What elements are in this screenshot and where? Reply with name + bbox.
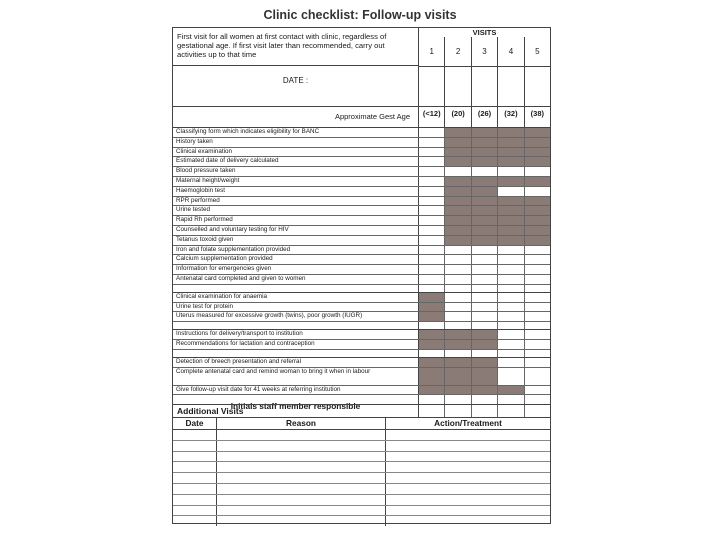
shaded-visit-cell	[419, 368, 444, 385]
action-cell[interactable]	[386, 430, 550, 440]
action-cell[interactable]	[386, 484, 550, 494]
shaded-visit-cell	[419, 358, 444, 367]
visit-date-cell[interactable]	[524, 67, 550, 106]
visit-check-cell[interactable]	[419, 275, 444, 284]
visit-check-cell[interactable]	[419, 128, 444, 137]
shaded-visit-cell	[471, 368, 497, 385]
shaded-visit-cell	[444, 128, 470, 137]
checklist-row	[173, 226, 550, 236]
checklist-item-label: Haemoglobin test	[173, 187, 419, 196]
visit-check-cell[interactable]	[524, 340, 550, 349]
checklist-row	[173, 246, 550, 256]
shaded-visit-cell	[524, 206, 550, 215]
additional-visit-row	[173, 484, 550, 495]
checklist-item-label: Clinical examination	[173, 148, 419, 157]
date-cell[interactable]	[173, 516, 217, 526]
action-cell[interactable]	[386, 462, 550, 472]
checklist-row	[173, 255, 550, 265]
gest-age-value: (26)	[471, 107, 497, 127]
checklist-item-label: Complete antenatal card and remind woman to bring it when in labour	[173, 368, 419, 385]
shaded-visit-cell	[444, 226, 470, 235]
visit-number: 3	[471, 37, 497, 66]
additional-visit-row	[173, 452, 550, 463]
visit-check-cell[interactable]	[524, 368, 550, 385]
visit-check-cell[interactable]	[419, 187, 444, 196]
shaded-visit-cell	[471, 148, 497, 157]
shaded-visit-cell	[471, 330, 497, 339]
visit-check-cell[interactable]	[444, 265, 470, 274]
visit-date-cell[interactable]	[444, 67, 470, 106]
checklist-item-label: Calcium supplementation provided	[173, 255, 419, 264]
visit-check-cell[interactable]	[497, 312, 523, 321]
action-cell[interactable]	[386, 495, 550, 505]
checklist-item-label: Estimated date of delivery calculated	[173, 157, 419, 166]
shaded-visit-cell	[419, 386, 444, 395]
checklist-item-label: Rapid Rh performed	[173, 216, 419, 225]
visit-check-cell[interactable]	[524, 358, 550, 367]
visit-check-cell[interactable]	[497, 275, 523, 284]
shaded-visit-cell	[419, 330, 444, 339]
checklist-table	[172, 27, 551, 418]
date-cell[interactable]	[173, 473, 217, 483]
visits-label: VISITS	[472, 28, 497, 37]
visit-check-cell[interactable]	[471, 303, 497, 312]
checklist-row	[173, 206, 550, 216]
col-date-header: Date	[173, 417, 217, 429]
checklist-item-label: History taken	[173, 138, 419, 147]
reason-cell[interactable]	[217, 430, 386, 440]
checklist-item-label: Information for emergencies given	[173, 265, 419, 274]
reason-cell[interactable]	[217, 516, 386, 526]
shaded-visit-cell	[419, 293, 444, 302]
date-cell[interactable]	[173, 495, 217, 505]
date-cell[interactable]	[173, 441, 217, 451]
visit-check-cell[interactable]	[444, 293, 470, 302]
shaded-visit-cell	[444, 138, 470, 147]
checklist-item-label: Detection of breech presentation and referral	[173, 358, 419, 367]
visit-number: 4	[497, 37, 523, 66]
action-cell[interactable]	[386, 441, 550, 451]
visit-check-cell[interactable]	[497, 187, 523, 196]
initials-label: Initials staff member responsible	[173, 395, 419, 417]
shaded-visit-cell	[497, 226, 523, 235]
date-cell[interactable]	[173, 484, 217, 494]
shaded-visit-cell	[471, 206, 497, 215]
checklist-row	[173, 148, 550, 158]
shaded-visit-cell	[524, 236, 550, 245]
visit-check-cell[interactable]	[471, 275, 497, 284]
visit-check-cell[interactable]	[419, 197, 444, 206]
reason-cell[interactable]	[217, 506, 386, 516]
visit-check-cell[interactable]	[419, 148, 444, 157]
checklist-item-label: Classifying form which indicates eligibility for BANC	[173, 128, 419, 137]
checklist-item-label: Urine test for protein	[173, 303, 419, 312]
checklist-row	[173, 157, 550, 167]
shaded-visit-cell	[497, 128, 523, 137]
visit-check-cell[interactable]	[524, 275, 550, 284]
shaded-visit-cell	[497, 206, 523, 215]
gest-age-label: Approximate Gest Age	[173, 107, 419, 127]
shaded-visit-cell	[497, 386, 523, 395]
checklist-item-label: Recommendations for lactation and contraception	[173, 340, 419, 349]
visit-check-cell[interactable]	[419, 167, 444, 176]
checklist-row	[173, 216, 550, 226]
shaded-visit-cell	[444, 216, 470, 225]
checklist-row	[173, 167, 550, 177]
checklist-row	[173, 187, 550, 197]
visit-check-cell[interactable]	[419, 226, 444, 235]
reason-cell[interactable]	[217, 473, 386, 483]
visit-check-cell[interactable]	[497, 330, 523, 339]
shaded-visit-cell	[497, 148, 523, 157]
shaded-visit-cell	[471, 386, 497, 395]
shaded-visit-cell	[444, 206, 470, 215]
shaded-visit-cell	[444, 368, 470, 385]
checklist-item-label: Give follow-up visit date for 41 weeks at referring institution	[173, 386, 419, 395]
visit-date-cell[interactable]	[471, 67, 497, 106]
shaded-visit-cell	[444, 358, 470, 367]
checklist-row	[173, 368, 550, 386]
checklist-item-label: Clinical examination for anaemia	[173, 293, 419, 302]
shaded-visit-cell	[497, 236, 523, 245]
reason-cell[interactable]	[217, 441, 386, 451]
visit-number: 1	[429, 47, 434, 56]
visit-check-cell[interactable]	[444, 303, 470, 312]
shaded-visit-cell	[419, 340, 444, 349]
checklist-item-label: RPR performed	[173, 197, 419, 206]
shaded-visit-cell	[497, 197, 523, 206]
shaded-visit-cell	[471, 128, 497, 137]
reason-cell[interactable]	[217, 462, 386, 472]
date-cell[interactable]	[173, 506, 217, 516]
checklist-row	[173, 293, 550, 303]
shaded-visit-cell	[471, 157, 497, 166]
shaded-visit-cell	[471, 138, 497, 147]
visit-check-cell[interactable]	[444, 312, 470, 321]
checklist-item-label: Urine tested	[173, 206, 419, 215]
date-cell[interactable]	[173, 452, 217, 462]
shaded-visit-cell	[471, 358, 497, 367]
shaded-visit-cell	[444, 386, 470, 395]
checklist-header	[173, 28, 550, 107]
checklist-row	[173, 358, 550, 368]
visit-check-cell[interactable]	[524, 265, 550, 274]
checklist-row	[173, 340, 550, 350]
shaded-visit-cell	[471, 216, 497, 225]
visit-date-cell[interactable]	[497, 67, 523, 106]
checklist-item-label: Counselled and voluntary testing for HIV	[173, 226, 419, 235]
visit-check-cell[interactable]	[471, 246, 497, 255]
visit-check-cell[interactable]	[419, 206, 444, 215]
visit-check-cell[interactable]	[497, 340, 523, 349]
checklist-row	[173, 138, 550, 148]
group-separator	[173, 285, 550, 293]
shaded-visit-cell	[471, 177, 497, 186]
shaded-visit-cell	[471, 197, 497, 206]
shaded-visit-cell	[444, 340, 470, 349]
action-cell[interactable]	[386, 516, 550, 526]
shaded-visit-cell	[471, 236, 497, 245]
visit-date-cell[interactable]	[419, 67, 444, 106]
visit-check-cell[interactable]	[524, 330, 550, 339]
reason-cell[interactable]	[217, 484, 386, 494]
visit-check-cell[interactable]	[444, 275, 470, 284]
visit-check-cell[interactable]	[471, 265, 497, 274]
additional-visits-title: Additional Visits	[177, 406, 244, 416]
shaded-visit-cell	[471, 340, 497, 349]
visit-check-cell[interactable]	[444, 255, 470, 264]
additional-visit-row	[173, 516, 550, 526]
visit-check-cell[interactable]	[419, 177, 444, 186]
shaded-visit-cell	[444, 157, 470, 166]
shaded-visit-cell	[471, 226, 497, 235]
checklist-item-label: Blood pressure taken	[173, 167, 419, 176]
visit-check-cell[interactable]	[524, 246, 550, 255]
shaded-visit-cell	[524, 197, 550, 206]
checklist-item-label: Tetanus toxoid given	[173, 236, 419, 245]
additional-visits-table	[172, 404, 551, 524]
gest-age-value: (32)	[497, 107, 523, 127]
shaded-visit-cell	[471, 187, 497, 196]
visit-check-cell[interactable]	[497, 246, 523, 255]
visit-check-cell[interactable]	[471, 293, 497, 302]
intro-text: First visit for all women at first contact with clinic, regardless of gestational age. If first visit later than recommended, carry out activities up to that time	[173, 28, 418, 66]
checklist-item-label: Antenatal card completed and given to women	[173, 275, 419, 284]
shaded-visit-cell	[497, 216, 523, 225]
visit-check-cell[interactable]	[497, 358, 523, 367]
visit-check-cell[interactable]	[419, 265, 444, 274]
checklist-item-label: Uterus measured for excessive growth (twins), poor growth (IUGR)	[173, 312, 419, 321]
shaded-visit-cell	[419, 312, 444, 321]
visit-check-cell[interactable]	[524, 303, 550, 312]
shaded-visit-cell	[524, 128, 550, 137]
visit-number: 5	[524, 37, 550, 66]
checklist-item-label: Maternal height/weight	[173, 177, 419, 186]
gest-age-value: (<12)	[422, 109, 441, 118]
date-cell[interactable]	[173, 462, 217, 472]
additional-visit-row	[173, 462, 550, 473]
visit-check-cell[interactable]	[419, 255, 444, 264]
visits-header	[419, 28, 550, 106]
group-separator	[173, 350, 550, 358]
shaded-visit-cell	[497, 138, 523, 147]
shaded-visit-cell	[444, 330, 470, 339]
visit-check-cell[interactable]	[524, 255, 550, 264]
visit-check-cell[interactable]	[497, 293, 523, 302]
visit-number: 2	[444, 37, 470, 66]
page-title: Clinic checklist: Follow-up visits	[263, 8, 457, 22]
visit-check-cell[interactable]	[524, 293, 550, 302]
visit-check-cell[interactable]	[471, 255, 497, 264]
shaded-visit-cell	[497, 177, 523, 186]
checklist-row	[173, 236, 550, 246]
visit-numbers	[419, 37, 550, 67]
shaded-visit-cell	[444, 177, 470, 186]
additional-visit-row	[173, 430, 550, 441]
checklist-row	[173, 128, 550, 138]
visit-check-cell[interactable]	[524, 167, 550, 176]
visit-check-cell[interactable]	[419, 246, 444, 255]
shaded-visit-cell	[444, 187, 470, 196]
checklist-row	[173, 197, 550, 207]
shaded-visit-cell	[524, 216, 550, 225]
action-cell[interactable]	[386, 506, 550, 516]
visit-check-cell[interactable]	[444, 246, 470, 255]
checklist-row	[173, 265, 550, 275]
additional-visit-row	[173, 441, 550, 452]
checklist-item-label: Iron and folate supplementation provided	[173, 246, 419, 255]
additional-visit-row	[173, 506, 550, 517]
visit-check-cell[interactable]	[444, 167, 470, 176]
additional-visits-header	[173, 417, 550, 430]
reason-cell[interactable]	[217, 452, 386, 462]
reason-cell[interactable]	[217, 495, 386, 505]
checklist-row	[173, 303, 550, 313]
visit-check-cell[interactable]	[497, 255, 523, 264]
shaded-visit-cell	[497, 157, 523, 166]
shaded-visit-cell	[444, 148, 470, 157]
checklist-row	[173, 275, 550, 285]
visit-check-cell[interactable]	[524, 386, 550, 395]
visit-check-cell[interactable]	[497, 265, 523, 274]
checklist-rows	[173, 128, 550, 395]
visit-check-cell[interactable]	[419, 216, 444, 225]
shaded-visit-cell	[444, 197, 470, 206]
col-reason-header: Reason	[217, 417, 386, 429]
additional-visits-rows	[173, 430, 550, 526]
gest-age-value: (38)	[524, 107, 550, 127]
visit-date-cells	[419, 67, 550, 106]
shaded-visit-cell	[419, 303, 444, 312]
visit-check-cell[interactable]	[497, 303, 523, 312]
gest-age-value: (20)	[444, 107, 470, 127]
shaded-visit-cell	[524, 157, 550, 166]
shaded-visit-cell	[444, 236, 470, 245]
visit-check-cell[interactable]	[419, 138, 444, 147]
checklist-item-label: Instructions for delivery/transport to institution	[173, 330, 419, 339]
additional-visit-row	[173, 495, 550, 506]
action-cell[interactable]	[386, 473, 550, 483]
group-separator	[173, 322, 550, 330]
col-action-header: Action/Treatment	[434, 418, 502, 428]
checklist-row	[173, 312, 550, 322]
checklist-row	[173, 330, 550, 340]
shaded-visit-cell	[524, 177, 550, 186]
shaded-visit-cell	[524, 226, 550, 235]
visit-check-cell[interactable]	[419, 236, 444, 245]
shaded-visit-cell	[524, 138, 550, 147]
visit-check-cell[interactable]	[524, 187, 550, 196]
checklist-row	[173, 386, 550, 396]
date-cell[interactable]	[173, 430, 217, 440]
action-cell[interactable]	[386, 452, 550, 462]
checklist-row	[173, 177, 550, 187]
header-left	[173, 28, 419, 106]
visit-check-cell[interactable]	[497, 167, 523, 176]
visit-check-cell[interactable]	[524, 312, 550, 321]
additional-visit-row	[173, 473, 550, 484]
visit-check-cell[interactable]	[471, 167, 497, 176]
gest-age-row	[173, 107, 550, 128]
shaded-visit-cell	[524, 148, 550, 157]
visit-check-cell[interactable]	[497, 368, 523, 385]
date-label: DATE :	[282, 76, 309, 85]
visit-check-cell[interactable]	[419, 157, 444, 166]
visit-check-cell[interactable]	[471, 312, 497, 321]
